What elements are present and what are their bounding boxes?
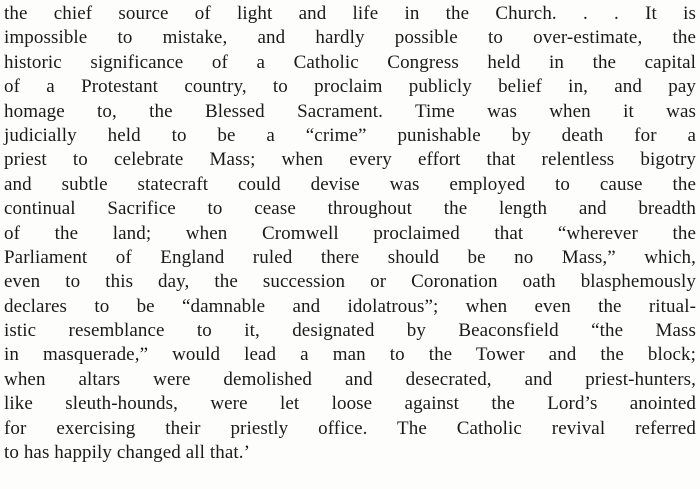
article-paragraph	[4, 2, 696, 465]
text-line: and subtle statecraft could devise was employed to cause the	[4, 173, 696, 195]
text-line: of a Protestant country, to proclaim publicly belief in, and pay	[4, 76, 696, 98]
text-line: Parliament of England ruled there should be no Mass,” which,	[4, 246, 696, 268]
text-line: judicially held to be a “crime” punishable by death for a	[4, 124, 696, 146]
text-line: continual Sacrifice to cease throughout the length and breadth	[4, 198, 696, 220]
text-line: to has happily changed all that.’	[4, 442, 251, 464]
text-line: impossible to mistake, and hardly possible to over-estimate, the	[4, 27, 696, 49]
text-line: even to this day, the succession or Coronation oath blasphemously	[4, 271, 696, 293]
text-line: the chief source of light and life in the Church. . . It is	[4, 3, 696, 24]
text-line: priest to celebrate Mass; when every effort that relentless bigotry	[4, 149, 696, 171]
text-line: like sleuth-hounds, were let loose against the Lord’s anointed	[4, 393, 696, 415]
text-line: declares to be “damnable and idolatrous”; when even the ritual-	[4, 295, 696, 317]
text-line: when altars were demolished and desecrated, and priest-hunters,	[4, 368, 696, 390]
text-line: istic resemblance to it, designated by Beaconsfield “the Mass	[4, 320, 696, 342]
text-line: historic significance of a Catholic Congress held in the capital	[4, 51, 696, 73]
text-line: for exercising their priestly office. The Catholic revival referred	[4, 417, 696, 439]
text-line: homage to, the Blessed Sacrament. Time was when it was	[4, 100, 696, 122]
text-line: in masquerade,” would lead a man to the Tower and the block;	[4, 344, 696, 366]
text-line: of the land; when Cromwell proclaimed that “wherever the	[4, 222, 696, 244]
